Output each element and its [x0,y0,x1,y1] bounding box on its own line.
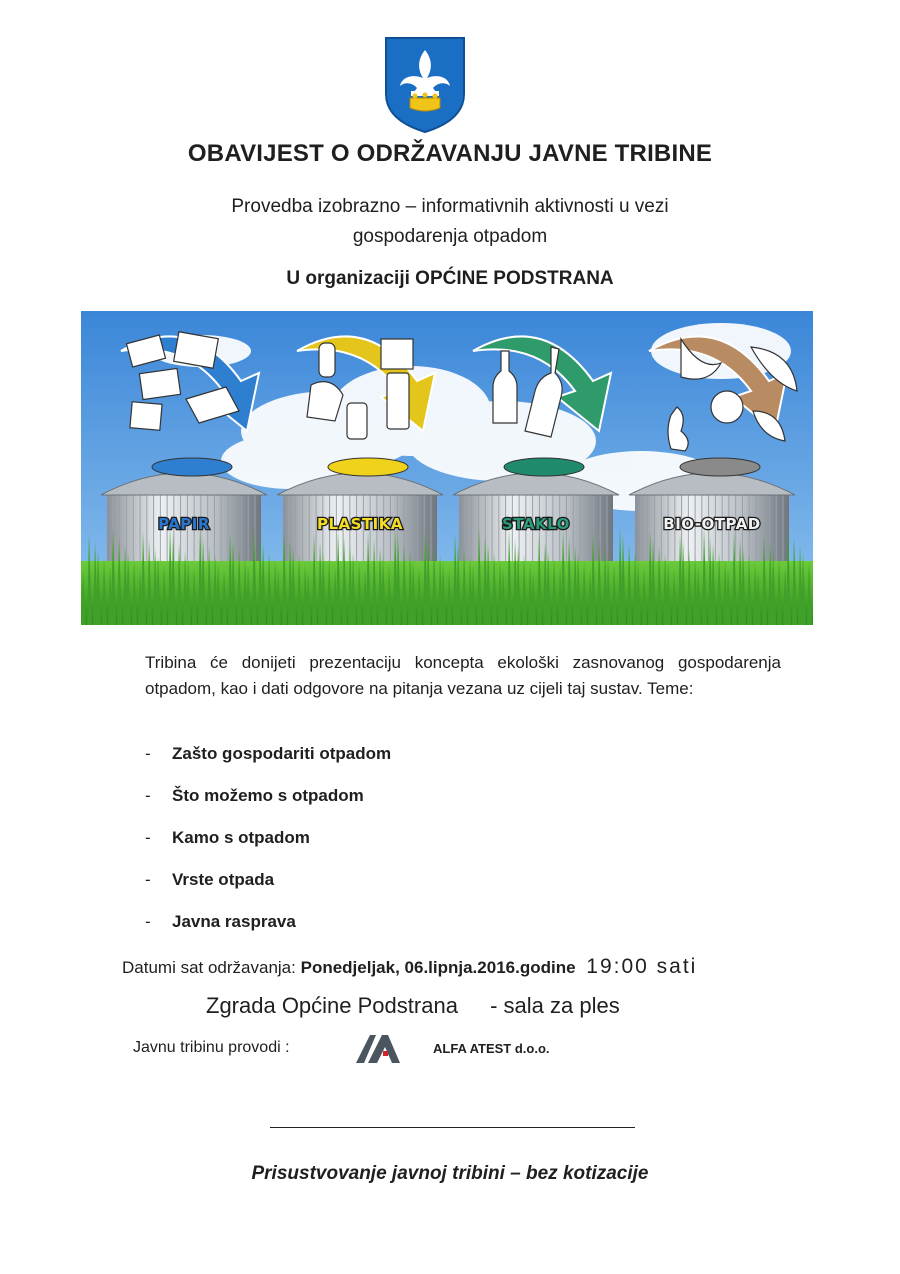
subtitle-line-2: gospodarenja otpadom [352,226,548,247]
topic-item [145,828,391,870]
topic-item [145,786,391,828]
bin-label: STAKLO [502,515,570,533]
topics-list [145,744,391,954]
notice-subtitle [150,192,750,252]
provider-name: ALFA ATEST d.o.o. [433,1041,550,1056]
alfa-atest-logo-icon [354,1033,400,1065]
topic-item [145,744,391,786]
bin-lid [680,458,760,476]
topic-label: Što možemo s otpadom [172,786,364,805]
topic-dash: - [145,744,151,763]
provider-label: Javnu tribinu provodi : [133,1039,290,1056]
divider-line [270,1127,635,1128]
bin-label: BIO-OTPAD [663,515,761,533]
time-value: 19:00 sati [586,955,698,978]
bin-label: PAPIR [158,515,210,533]
bin-lid [328,458,408,476]
municipality-crest-icon [384,36,466,134]
venue-line [206,993,620,1019]
date-line [122,955,882,979]
topic-label: Kamo s otpadom [172,828,310,847]
venue-separator: - [490,993,498,1018]
topic-label: Vrste otpada [172,870,275,889]
topic-dash: - [145,870,151,889]
intro-paragraph: Tribina će donijeti prezentaciju koncepta ekološki zasnovanog gospodarenja otpadom, kao i dati odgovore na pitanja vezana uz cijeli taj sustav. Teme: [145,653,781,698]
topic-item [145,870,391,912]
organizer-prefix: U organizaciji [286,268,416,289]
topic-dash: - [145,828,151,847]
topic-label: Javna rasprava [172,912,296,931]
organizer-line [0,268,900,290]
footer-note: Prisustvovanje javnoj tribini – bez kotizacije [251,1163,649,1184]
recycling-banner [81,311,813,625]
date-value: Ponedjeljak, 06.lipnja.2016.godine [300,958,576,977]
bin-label: PLASTIKA [316,515,404,533]
topic-item [145,912,391,954]
notice-title: OBAVIJEST O ODRŽAVANJU JAVNE TRIBINE [187,140,713,167]
organizer-name: OPĆINE PODSTRANA [415,268,614,289]
topic-dash: - [145,912,151,931]
venue-name: Zgrada Općine Podstrana [206,993,458,1018]
venue-room: sala za ples [503,993,620,1018]
date-label: Datumi sat održavanja: [122,958,296,977]
bin-lid [152,458,232,476]
topic-label: Zašto gospodariti otpadom [172,744,392,763]
topic-dash: - [145,786,151,805]
subtitle-line-1: Provedba izobrazno – informativnih aktivnosti u vezi [231,196,669,217]
bin-lid [504,458,584,476]
